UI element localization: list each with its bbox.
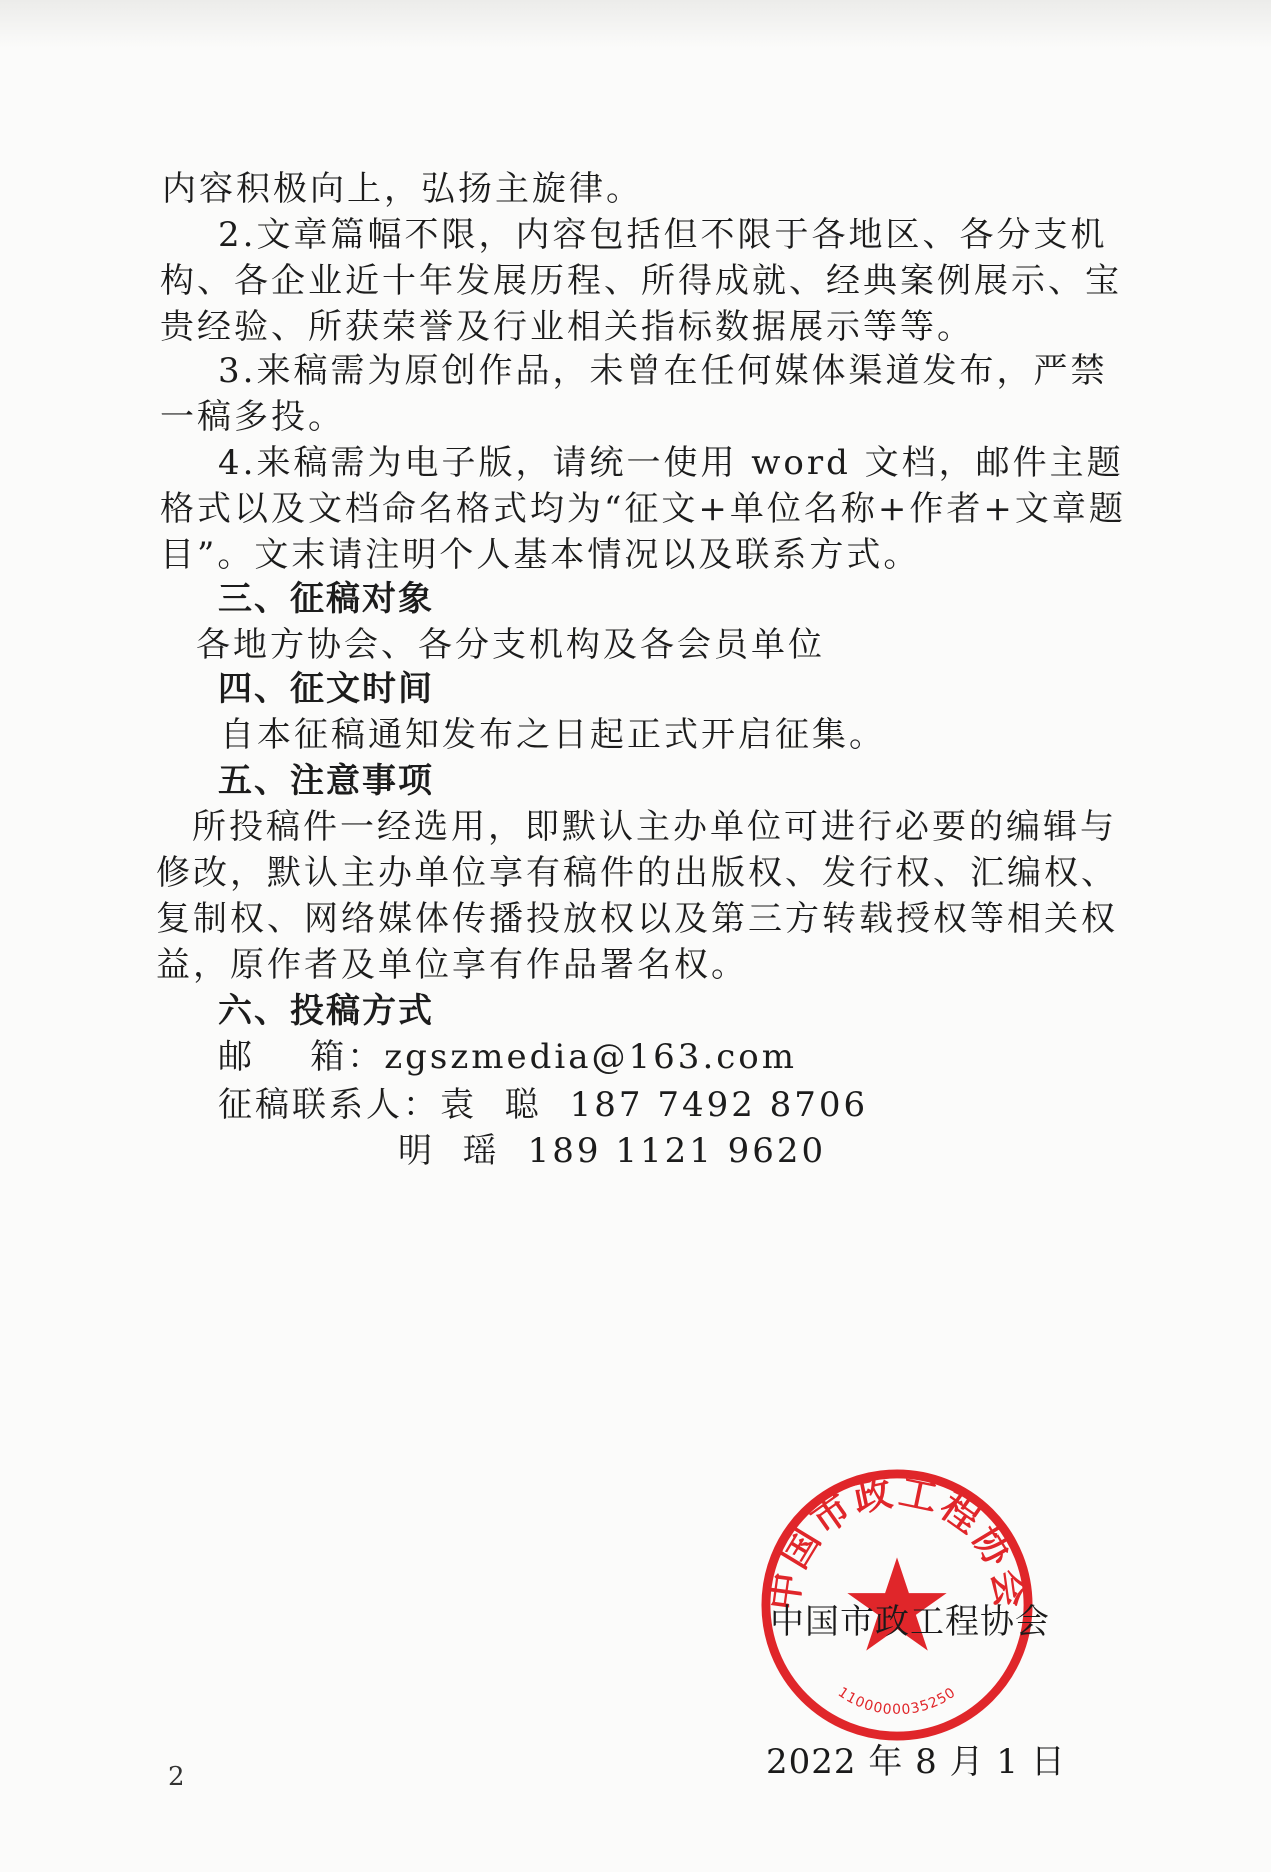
email-label: 邮 箱： (218, 1037, 385, 1077)
body-line: 内容积极向上，弘扬主旋律。 (162, 169, 643, 209)
section-heading-3: 三、征稿对象 (218, 579, 434, 619)
body-line: 格式以及文档命名格式均为“征文+单位名称+作者+文章题 (160, 489, 1126, 529)
contact-name: 明 瑶 (398, 1131, 500, 1171)
section-heading-4: 四、征文时间 (218, 669, 434, 709)
scan-edge-shadow (0, 0, 1271, 48)
contact-row (218, 1084, 868, 1126)
signature-organization: 中国市政工程协会 (770, 1602, 1050, 1642)
section-line-5: 修改，默认主办单位享有稿件的出版权、发行权、汇编权、 (156, 853, 1118, 893)
section-line-5: 复制权、网络媒体传播投放权以及第三方转载授权等相关权 (156, 899, 1118, 939)
signature-block (766, 1512, 1070, 1872)
seal-serial: 1100000035250 (834, 1684, 960, 1719)
contact-phone: 189 1121 9620 (527, 1131, 827, 1171)
body-line: 2.文章篇幅不限，内容包括但不限于各地区、各分支机 (218, 215, 1108, 255)
body-line: 一稿多投。 (160, 397, 345, 437)
section-text-4: 自本征稿通知发布之日起正式开启征集。 (220, 715, 886, 755)
section-text-3: 各地方协会、各分支机构及各会员单位 (196, 625, 825, 665)
body-line: 构、各企业近十年发展历程、所得成就、经典案例展示、宝 (160, 261, 1122, 301)
contact-row (398, 1130, 826, 1172)
contact-label: 征稿联系人： (218, 1085, 440, 1125)
section-heading-5: 五、注意事项 (218, 761, 434, 801)
section-line-5: 所投稿件一经选用，即默认主办单位可进行必要的编辑与 (192, 807, 1117, 847)
email-address: zgszmedia@163.com (384, 1037, 797, 1077)
page-number: 2 (168, 1762, 185, 1792)
body-line: 4.来稿需为电子版，请统一使用 word 文档，邮件主题 (218, 443, 1124, 483)
body-line: 贵经验、所获荣誉及行业相关指标数据展示等等。 (160, 307, 974, 347)
body-line: 目”。文末请注明个人基本情况以及联系方式。 (160, 535, 921, 575)
section-line-5: 益，原作者及单位享有作品署名权。 (156, 945, 748, 985)
signature-date: 2022 年 8 月 1 日 (766, 1742, 1066, 1782)
contact-name: 袁 聪 (440, 1085, 542, 1125)
email-row (218, 1036, 797, 1078)
contact-phone: 187 7492 8706 (569, 1085, 869, 1125)
body-line: 3.来稿需为原创作品，未曾在任何媒体渠道发布，严禁 (218, 351, 1108, 391)
section-heading-6: 六、投稿方式 (218, 991, 434, 1031)
seal-text: 中国市政工程协会 (761, 1469, 1033, 1614)
